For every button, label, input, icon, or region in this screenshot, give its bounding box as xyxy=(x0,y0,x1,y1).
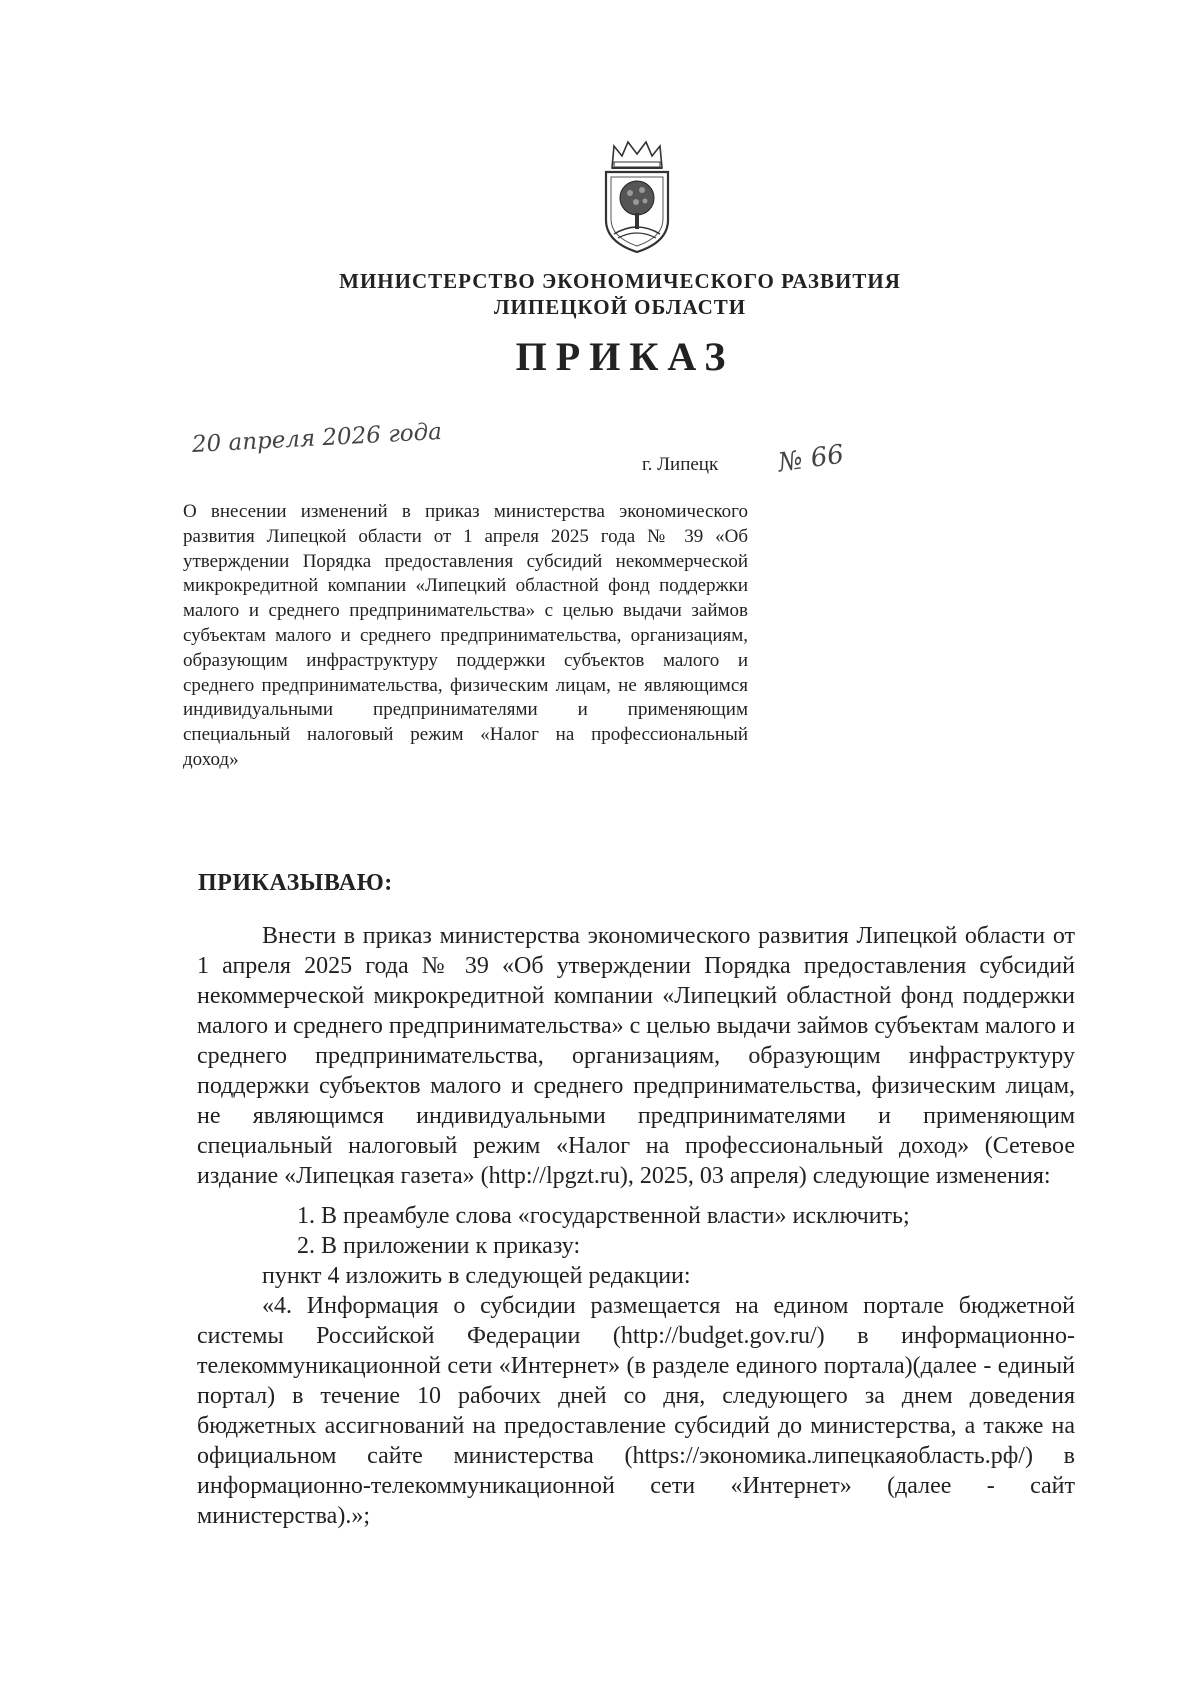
point4-intro: пункт 4 изложить в следующей редакции: xyxy=(262,1263,691,1289)
list-item: 2. В приложении к приказу: xyxy=(297,1233,581,1259)
document-type-title: ПРИКАЗ xyxy=(515,334,735,379)
lipetsk-coat-of-arms-icon xyxy=(592,138,682,258)
list-item: 1. В преамбуле слова «государственной власти» исключить; xyxy=(297,1203,910,1229)
handwritten-number: № 66 xyxy=(776,439,846,479)
ministry-name xyxy=(300,268,940,320)
order-body xyxy=(197,921,1075,1531)
ministry-name-line2: ЛИПЕЦКОЙ ОБЛАСТИ xyxy=(493,295,747,319)
order-subject: О внесении изменений в приказ министерства экономического развития Липецкой области от 1 апреля 2025 года № 39 «Об утверждении Порядка предоставления субсидий некоммерческой микрокредитной компании «Липецкий областной фонд поддержки малого и среднего предпринимательства» с целью выдачи займов субъектам малого и среднего предпринимательства, организациям, образующим инфраструктуру поддержки субъектов малого и среднего предпринимательства, физическим лицам, не являющимся индивидуальными предпринимателями и применяющим специальный налоговый режим «Налог на профессиональный доход» xyxy=(183,501,748,770)
handwritten-date: 20 апреля 2026 года xyxy=(191,418,443,458)
order-directive-heading: ПРИКАЗЫВАЮ: xyxy=(198,870,393,896)
ministry-name-line1: МИНИСТЕРСТВО ЭКОНОМИЧЕСКОГО РАЗВИТИЯ xyxy=(339,269,901,293)
city-label: г. Липецк xyxy=(642,454,719,475)
changes-list xyxy=(197,1201,1075,1261)
body-intro-paragraph: Внести в приказ министерства экономического развития Липецкой области от 1 апреля 2025 года № 39 «Об утверждении Порядка предоставления субсидий некоммерческой микрокредитной компании «Липецкий областной фонд поддержки малого и среднего предпринимательства» с целью выдачи займов субъектам малого и среднего предпринимательства, организациям, образующим инфраструктуру поддержки субъектов малого и среднего предпринимательства, физическим лицам, не являющимся индивидуальными предпринимателями и применяющим специальный налоговый режим «Налог на профессиональный доход» (Сетевое издание «Липецкая газета» (http://lpgzt.ru), 2025, 03 апреля) следующие изменения: xyxy=(197,923,1075,1189)
point4-text: «4. Информация о субсидии размещается на едином портале бюджетной системы Российской Федерации (http://budget.gov.ru/) в информационно-телекоммуникационной сети «Интернет» (в разделе единого портала)(далее - единый портал) в течение 10 рабочих дней со дня, следующего за днем доведения бюджетных ассигнований на предоставление субсидий до министерства, а также на официальном сайте министерства (https://экономика.липецкаяобласть.рф/) в информационно-телекоммуникационной сети «Интернет» (далее - сайт министерства).»; xyxy=(197,1293,1075,1529)
